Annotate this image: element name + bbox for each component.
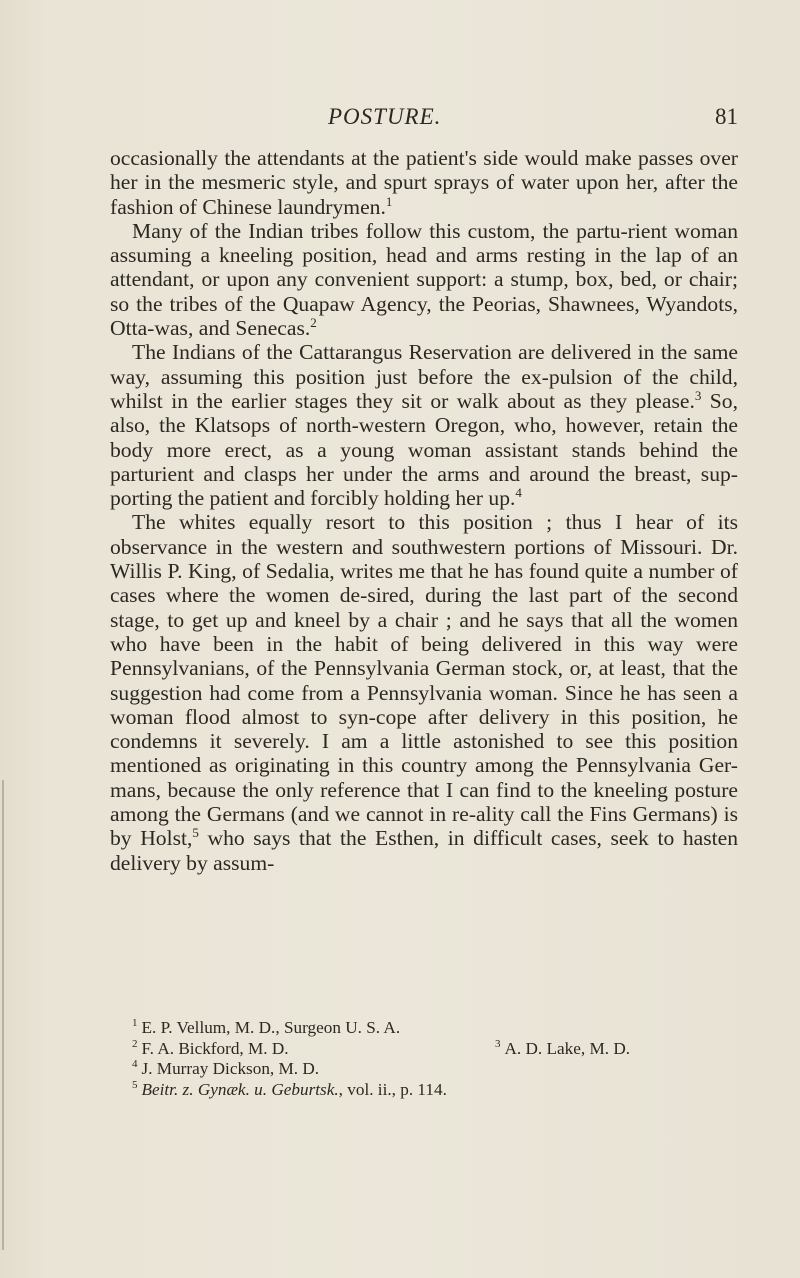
footnote-5 — [132, 1080, 447, 1101]
paragraph-text: So, also, the Klatsops of north-western Oregon, who, however, retain the body more erect, as a young woman assistant stands behind the parturient and clasps her under the arms and around the breast, sup-porting the patient and forcibly holding her up. — [110, 388, 738, 511]
paragraph-text: who says that the Esthen, in difficult cases, seek to hasten delivery by assum- — [110, 826, 738, 875]
footnote-row-3 — [110, 1059, 738, 1080]
footnote-row-2 — [110, 1039, 738, 1060]
footnote-row-1 — [110, 1018, 738, 1039]
page-header — [110, 104, 738, 134]
paragraph-text: The Indians of the Cattarangus Reservation are delivered in the same way, assuming this position just before the ex-pulsion of the child, whilst in the earlier stages they sit or walk about as they please. — [110, 340, 738, 413]
footnote-reference: 2 — [310, 314, 317, 330]
footnotes — [110, 1018, 738, 1100]
footnote-text: J. Murray Dickson, M. D. — [141, 1059, 320, 1078]
footnote-text: E. P. Vellum, M. D., Surgeon U. S. A. — [141, 1018, 401, 1037]
footnote-mark: 4 — [132, 1058, 138, 1071]
paragraph-text: Many of the Indian tribes follow this custom, the partu-rient woman assuming a kneeling position, head and arms resting in the lap of an attendant, or upon any convenient support: a stump, box, bed, or chair; so the tribes of the Quapaw Agency, the Peorias, Shawnees, Wyandots, Otta-was, and Senecas. — [110, 218, 738, 341]
footnote-mark: 5 — [132, 1078, 138, 1091]
footnote-2 — [132, 1039, 289, 1060]
paragraph-text: The whites equally resort to this position ; thus I hear of its observance in the western and southwestern portions of Missouri. Dr. Willis P. King, of Sedalia, writes me that he has found quite a number of cases where the women de-sired, during the last part of the second stage, to get up and kneel by a chair ; and he says that all the women who have been in the habit of being delivered in this way were Pennsylvanians, of the Pennsylvania German stock, or, at least, that the suggestion had come from a Pennsylvania woman. Since he has seen a woman flood almost to syn-cope after delivery in this position, he condemns it severely. I am a little astonished to see this position mentioned as originating in this country among the Pennsylvania Ger-mans, because the only reference that I can find to the kneeling posture among the Germans (and we cannot in re-ality call the Fins Germans) is by Holst, — [110, 510, 738, 851]
footnote-italic-title: Beitr. z. Gynæk. u. Geburtsk. — [141, 1079, 339, 1099]
body-text — [110, 146, 738, 875]
paragraph — [110, 146, 738, 219]
footnote-mark: 2 — [132, 1037, 138, 1050]
footnote-mark: 3 — [495, 1037, 501, 1050]
paragraph — [110, 219, 738, 340]
paragraph — [110, 340, 738, 510]
footnote-row-4 — [110, 1080, 738, 1101]
footnote-reference: 5 — [192, 825, 199, 841]
binding-edge-shadow — [2, 780, 4, 1250]
footnote-text: , vol. ii., p. 114. — [338, 1079, 447, 1099]
footnote-mark: 1 — [132, 1017, 138, 1030]
footnote-text: F. A. Bickford, M. D. — [141, 1038, 289, 1058]
footnote-text: A. D. Lake, M. D. — [504, 1038, 631, 1058]
footnote-4 — [132, 1059, 319, 1080]
footnote-reference: 4 — [515, 484, 522, 500]
running-title: POSTURE. — [328, 104, 442, 129]
paragraph — [110, 510, 738, 874]
footnote-1 — [132, 1018, 400, 1039]
paragraph-text: occasionally the attendants at the patient's side would make passes over her in the mesmeric style, and spurt sprays of water upon her, after the fashion of Chinese laundrymen. — [110, 146, 738, 219]
footnote-reference: 1 — [385, 193, 393, 209]
footnote-reference: 3 — [694, 387, 702, 403]
footnote-3 — [495, 1039, 630, 1060]
page-number: 81 — [715, 104, 738, 129]
